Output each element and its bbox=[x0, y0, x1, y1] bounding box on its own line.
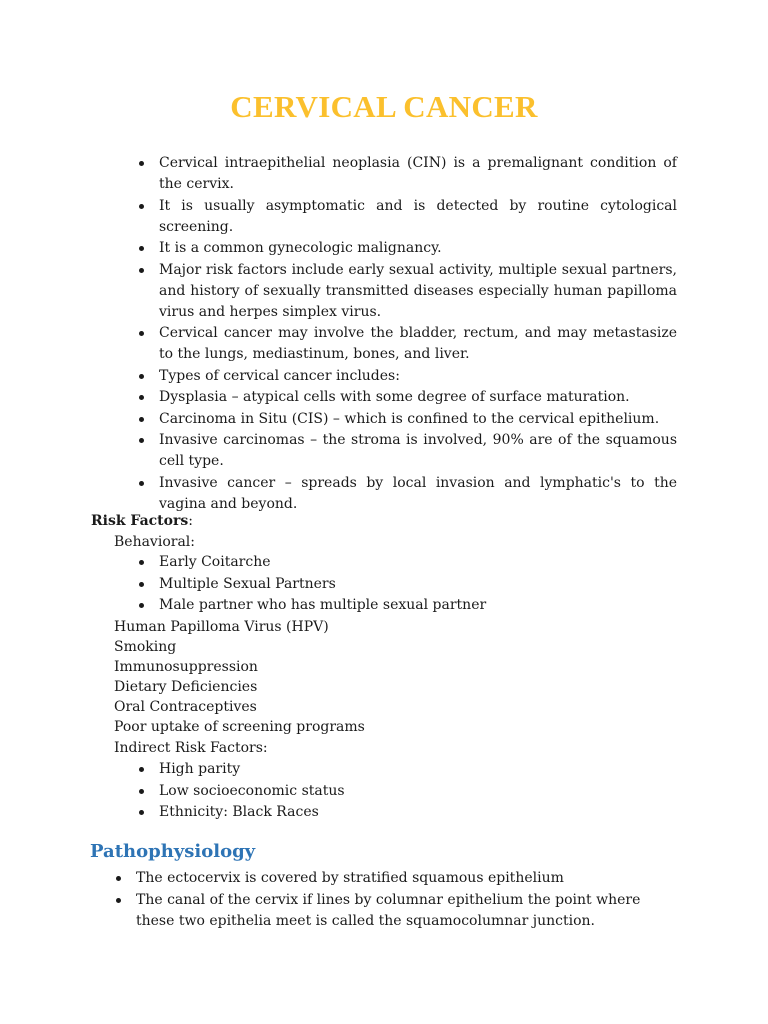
list-item: It is a common gynecologic malignancy. bbox=[159, 238, 677, 259]
list-item: Cervical cancer may involve the bladder, rectum, and may metastasize to the lungs, mediastinum, bones, and liver. bbox=[159, 323, 677, 365]
behavioral-list bbox=[159, 552, 659, 617]
list-item: Early Coitarche bbox=[159, 552, 659, 574]
list-item: Dysplasia – atypical cells with some degree of surface maturation. bbox=[159, 387, 677, 408]
list-item: Male partner who has multiple sexual partner bbox=[159, 595, 659, 617]
risk-factor-item: Human Papilloma Virus (HPV) bbox=[114, 619, 329, 635]
risk-factors-heading bbox=[91, 511, 193, 532]
list-item: Invasive carcinomas – the stroma is involved, 90% are of the squamous cell type. bbox=[159, 430, 677, 472]
risk-factor-item: Immunosuppression bbox=[114, 659, 258, 675]
risk-factors-heading-text: Risk Factors bbox=[91, 513, 189, 529]
list-item: Types of cervical cancer includes: bbox=[159, 366, 677, 387]
pathophysiology-list bbox=[136, 868, 676, 933]
page-title: CERVICAL CANCER bbox=[230, 89, 538, 124]
indirect-risk-label: Indirect Risk Factors: bbox=[114, 740, 268, 756]
list-item: Carcinoma in Situ (CIS) – which is confined to the cervical epithelium. bbox=[159, 409, 677, 430]
list-item: Cervical intraepithelial neoplasia (CIN) is a premalignant condition of the cervix. bbox=[159, 153, 677, 195]
indirect-risk-list bbox=[159, 759, 659, 824]
list-item: Invasive cancer – spreads by local invasion and lymphatic's to the vagina and beyond. bbox=[159, 473, 677, 515]
behavioral-label: Behavioral: bbox=[114, 534, 195, 550]
list-item: The ectocervix is covered by stratified squamous epithelium bbox=[136, 868, 676, 889]
pathophysiology-heading: Pathophysiology bbox=[90, 841, 256, 862]
list-item: Ethnicity: Black Races bbox=[159, 802, 659, 824]
list-item: The canal of the cervix if lines by columnar epithelium the point where these two epithelia meet is called the squamocolumnar junction. bbox=[136, 890, 676, 932]
risk-factor-item: Dietary Deficiencies bbox=[114, 679, 258, 695]
risk-factor-item: Smoking bbox=[114, 639, 177, 655]
list-item: Low socioeconomic status bbox=[159, 781, 659, 803]
risk-factor-item: Poor uptake of screening programs bbox=[114, 719, 365, 735]
list-item: Major risk factors include early sexual activity, multiple sexual partners, and history of sexually transmitted diseases especially human papilloma virus and herpes simplex virus. bbox=[159, 260, 677, 323]
intro-bullet-list bbox=[159, 153, 677, 515]
list-item: Multiple Sexual Partners bbox=[159, 574, 659, 596]
risk-factor-item: Oral Contraceptives bbox=[114, 699, 257, 715]
list-item: It is usually asymptomatic and is detected by routine cytological screening. bbox=[159, 196, 677, 238]
list-item: High parity bbox=[159, 759, 659, 781]
risk-factors-heading-colon: : bbox=[188, 513, 193, 529]
